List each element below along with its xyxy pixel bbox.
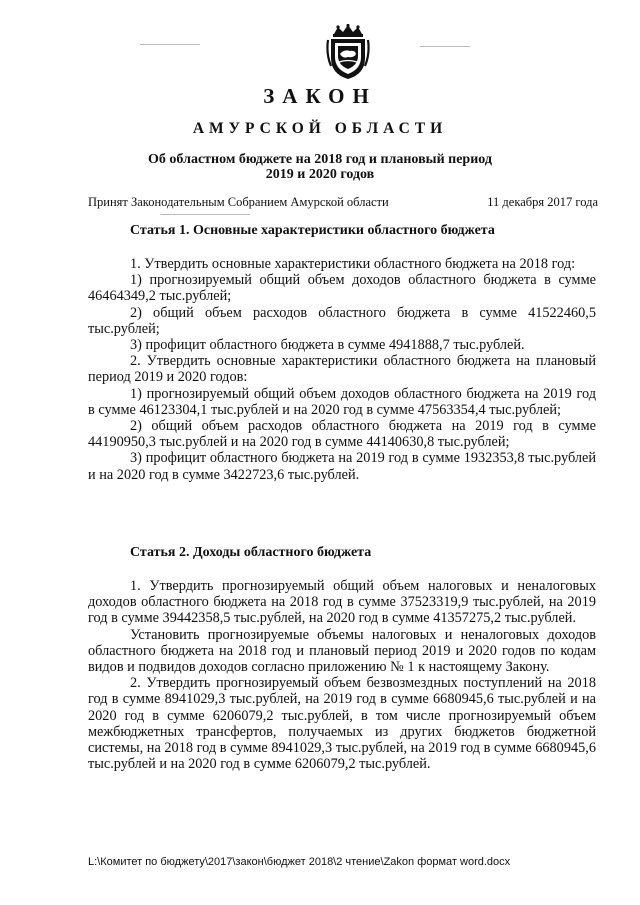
file-path-footer: L:\Комитет по бюджету\2017\закон\бюджет 2018\2 чтение\Zakon формат word.docx bbox=[88, 856, 511, 868]
paragraph: 1) прогнозируемый общий объем доходов областного бюджета на 2019 год в сумме 46123304,1 тыс.рублей и на 2020 год в сумме 47563354,4 тыс.рублей; bbox=[88, 385, 596, 418]
paragraph: 2) общий объем расходов областного бюджета на 2019 год в сумме 44190950,3 тыс.рублей и на 2020 год в сумме 44140630,8 тыс.рублей; bbox=[88, 418, 596, 451]
law-subject-line-1: Об областном бюджете на 2018 год и плановый период bbox=[148, 152, 492, 167]
paragraph: 2) общий объем расходов областного бюджета в сумме 41522460,5 тыс.рублей; bbox=[88, 304, 596, 337]
article-2-body bbox=[88, 578, 596, 772]
amur-region-coat-of-arms-icon bbox=[326, 24, 370, 80]
adopted-date: 11 декабря 2017 года bbox=[487, 195, 598, 209]
scan-noise bbox=[420, 46, 470, 47]
region-name: АМУРСКОЙ ОБЛАСТИ bbox=[192, 120, 448, 137]
law-subject bbox=[0, 152, 640, 182]
paragraph: 1. Утвердить основные характеристики областного бюджета на 2018 год: bbox=[130, 256, 576, 272]
article-2-heading: Статья 2. Доходы областного бюджета bbox=[130, 545, 372, 560]
law-subject-line-2: 2019 и 2020 годов bbox=[265, 167, 375, 182]
paragraph: 1. Утвердить прогнозируемый общий объем налоговых и неналоговых доходов областного бюджета на 2018 год в сумме 37523319,9 тыс.рублей, на 2019 год в сумме 39442358,5 тыс.рублей, на 2020 год в сумме 41357275,2 тыс.рублей. bbox=[88, 578, 596, 627]
document-title: ЗАКОН bbox=[263, 84, 377, 108]
paragraph: Установить прогнозируемые объемы налоговых и неналоговых доходов областного бюджета на 2018 год и плановый период 2019 и 2020 годов по кодам видов и подвидов доходов согласно приложению № 1 к настоящему Закону. bbox=[88, 626, 596, 676]
article-1-heading: Статья 1. Основные характеристики областного бюджета bbox=[130, 223, 495, 238]
paragraph: 3) профицит областного бюджета в сумме 4941888,7 тыс.рублей. bbox=[130, 337, 525, 354]
adopted-by: Принят Законодательным Собранием Амурской области bbox=[88, 195, 389, 209]
scan-noise bbox=[140, 44, 200, 45]
article-1-body bbox=[88, 256, 596, 483]
paragraph: 2. Утвердить прогнозируемый объем безвозмездных поступлений на 2018 год в сумме 8941029,3 тыс.рублей, на 2019 год в сумме 6680945,6 тыс.рублей и на 2020 год в сумме 6206079,2 тыс.рублей, в том числе прогнозируемый объем межбюджетных трансфертов, получаемых из других бюджетов бюджетной системы, на 2018 год в сумме 8941029,3 тыс.рублей, на 2019 год в сумме 6680945,6 тыс.рублей и на 2020 год в сумме 6206079,2 тыс.рублей. bbox=[88, 675, 596, 773]
paragraph: 1) прогнозируемый общий объем доходов областного бюджета в сумме 46464349,2 тыс.рублей; bbox=[88, 272, 596, 305]
scan-noise bbox=[160, 214, 250, 215]
adoption-line bbox=[88, 195, 598, 210]
paragraph: 2. Утвердить основные характеристики областного бюджета на плановый период 2019 и 2020 годов: bbox=[88, 353, 596, 386]
paragraph: 3) профицит областного бюджета на 2019 год в сумме 1932353,8 тыс.рублей и на 2020 год в сумме 3422723,6 тыс.рублей. bbox=[88, 450, 596, 483]
